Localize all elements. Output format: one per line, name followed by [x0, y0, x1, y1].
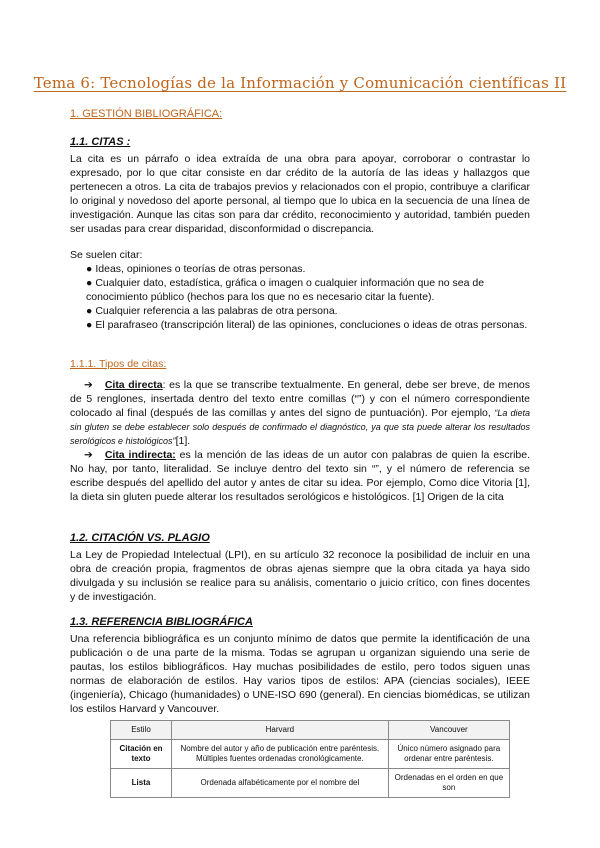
- table-header-cell: Harvard: [172, 721, 389, 740]
- list-item: ● Ideas, opiniones o teorías de otras personas.: [86, 263, 306, 275]
- cita-directa-paragraph: ➔ Cita directa: es la que se transcribe textualmente. En general, debe ser breve, de menos de 5 renglones, insertada dentro del texto entre comillas (“”) y con el número correspondiente colocado al final (después de las comillas y antes del signo de puntuación). Por ejemplo, “La dieta sin gluten se debe establecer solo después de confirmado el diagnóstico, ya que sta puede alterar los resultados serológicos e histológicos”[1].: [70, 379, 531, 447]
- citas-intro-paragraph: La cita es un párrafo o idea extraída de una obra para apoyar, corroborar o contrastar lo expresado, por lo que citar consiste en dar crédito de la autoría de las ideas y hallazgos que pertenecen a otros. La cita de trabajos previos y relacionados con el propio, contribuye a clarificar lo original y novedoso del aporte personal, al tiempo que lo ubica en la secuencia de una línea de investigación. Aunque las citas son para dar crédito, reconocimiento y autoridad, también pueden ser usadas para crear disparidad, disconformidad o discrepancia.: [70, 153, 530, 235]
- list-item: ● Cualquier referencia a las palabras de otra persona.: [86, 305, 338, 317]
- table-row-header: Lista: [111, 769, 172, 798]
- section-heading-plagio: 1.2. CITACIÓN VS. PLAGIO: [70, 532, 210, 544]
- document-title: Tema 6: Tecnologías de la Información y Comunicación científicas II: [33, 74, 567, 92]
- table-header-cell: Estilo: [111, 721, 172, 740]
- suelen-citar-label: Se suelen citar:: [70, 249, 143, 261]
- citas-bullet-list: [70, 262, 530, 332]
- plagio-paragraph: La Ley de Propiedad Intelectual (LPI), en su artículo 32 reconoce la posibilidad de incluir en una obra de creación propia, fragmentos de obras ajenas siempre que la obra citada ya haya sido divulgada y su inclusión se realice para su análisis, comentario o juicio crítico, con fines docentes y de investigación.: [70, 549, 530, 603]
- section-heading-tipos: 1.1.1. Tipos de citas:: [70, 358, 167, 370]
- bullet-icon: ●: [86, 305, 93, 317]
- table-cell: Único número asignado para ordenar entre paréntesis.: [388, 740, 509, 769]
- cita-directa-term: Cita directa: [104, 379, 163, 391]
- table-header-cell: Vancouver: [388, 721, 509, 740]
- referencia-paragraph: Una referencia bibliográfica es un conjunto mínimo de datos que permite la identificación de una publicación o de una parte de la misma. Todas se agrupan u organizan siguiendo una serie de pautas, los estilos bibliográficos. Hay muchas posibilidades de estilo, pero todos siguen unas normas de elaboración de estilos. Hay varios tipos de estilos: APA (ciencias sociales), IEEE (ingeniería), Chicago (humanidades) o UNE-ISO 690 (general). En ciencias biomédicas, se utilizan los estilos Harvard y Vancouver.: [70, 633, 530, 715]
- table-cell: Ordenadas en el orden en que son: [388, 769, 509, 798]
- table-row: [111, 769, 510, 798]
- table-header-row: [111, 721, 510, 740]
- arrow-right-icon: ➔: [84, 449, 93, 461]
- bullet-icon: ●: [86, 277, 93, 289]
- table-cell: Nombre del autor y año de publicación entre paréntesis. Múltiples fuentes ordenadas cronológicamente.: [172, 740, 389, 769]
- list-item: ● El parafraseo (transcripción literal) de las opiniones, concluciones o ideas de otras personas.: [86, 319, 528, 331]
- list-item: ● Cualquier dato, estadística, gráfica o imagen o cualquier información que no sea de conocimiento público (hechos para los que no es necesario citar la fuente).: [86, 277, 485, 303]
- bullet-icon: ●: [86, 263, 93, 275]
- section-heading-gestion: 1. GESTIÓN BIBLIOGRÁFICA:: [70, 108, 223, 120]
- arrow-right-icon: ➔: [84, 379, 93, 391]
- table-row: [111, 740, 510, 769]
- section-heading-referencia: 1.3. REFERENCIA BIBLIOGRÁFICA: [70, 616, 253, 628]
- section-heading-citas: 1.1. CITAS :: [70, 136, 131, 148]
- cita-indirecta-term: Cita indirecta:: [104, 449, 176, 461]
- cita-indirecta-paragraph: ➔ Cita indirecta: es la mención de las ideas de un autor con palabras de quien la escribe. No hay, por tanto, literalidad. Se incluye dentro del texto sin “”, y el número de referencia se escribe después del apellido del autor y antes de citar su idea. Por ejemplo, Como dice Vitoria [1], la dieta sin gluten puede alterar los resultados serológicos e histológicos. [1] Origen de la cita: [70, 449, 531, 503]
- bullet-icon: ●: [86, 319, 93, 331]
- table-row-header: Citación en texto: [111, 740, 172, 769]
- table-cell: Ordenada alfabéticamente por el nombre del: [172, 769, 389, 798]
- styles-table: [110, 720, 510, 798]
- cita-directa-example: “La dieta sin gluten se debe establecer solo después de confirmado el diagnóstico, ya que sta puede alterar los resultados serológicos e histológicos”: [70, 408, 530, 446]
